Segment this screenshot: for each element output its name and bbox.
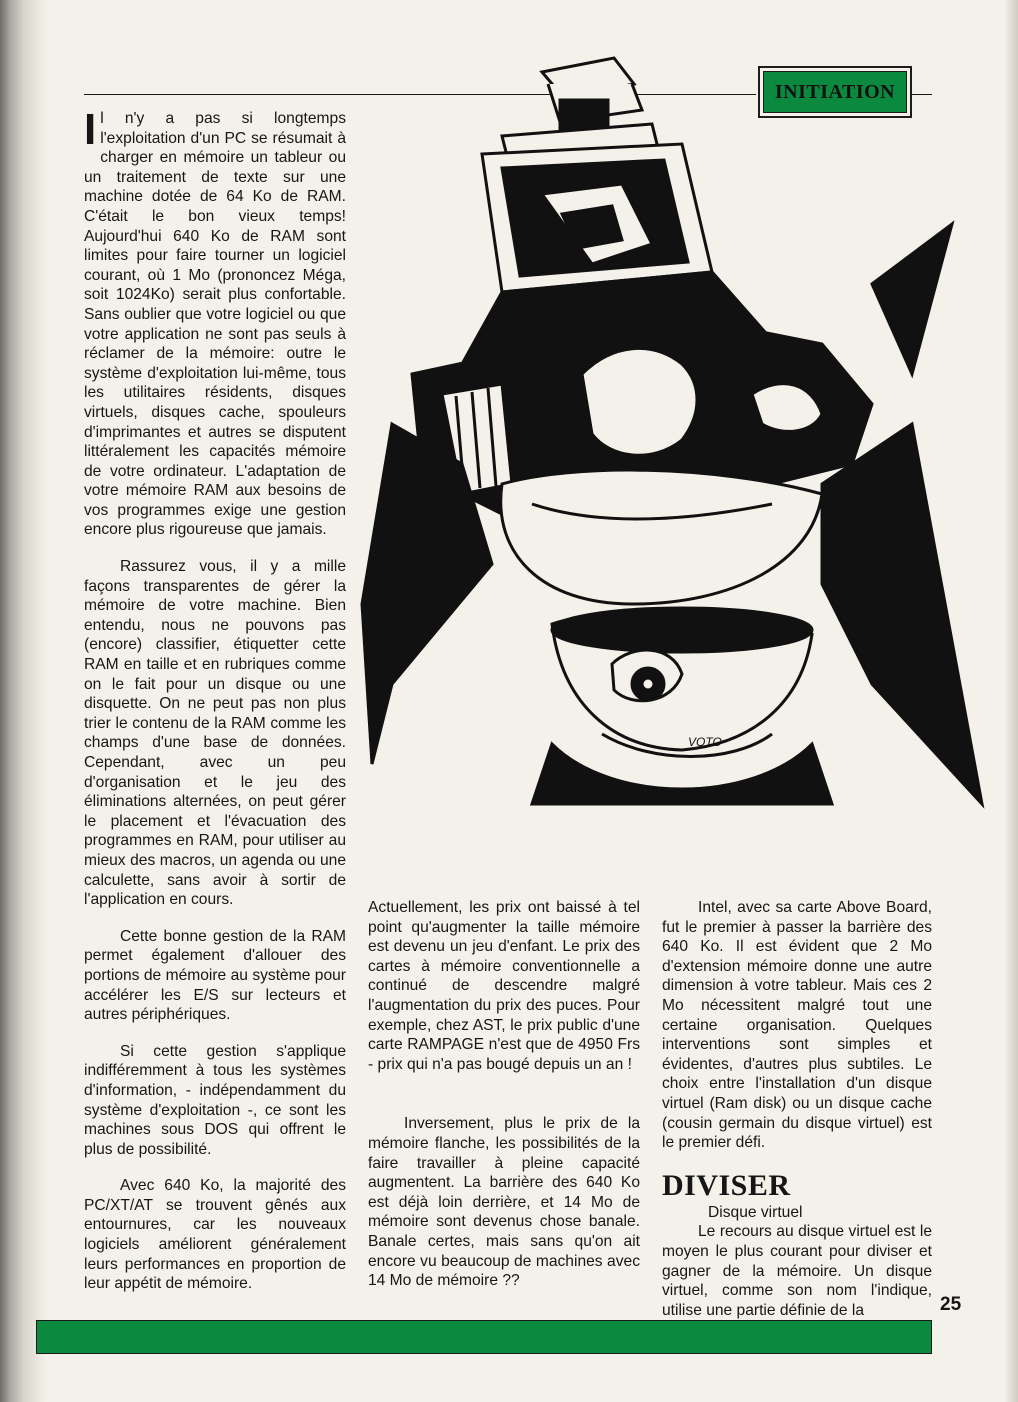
drop-cap: I — [84, 105, 97, 154]
paragraph: Actuellement, les prix ont baissé à tel point qu'augmenter la taille mémoire est devenu un jeu d'enfant. Le prix des cartes à mémoire conventionnelle a continué de descendre malgré l'augmentation du prix des puces. Pour exemple, chez AST, le prix public d'une carte RAMPAGE n'est que de 4950 Frs - prix qui n'a pas bougé depuis un an ! — [368, 899, 640, 1073]
page-number: 25 — [940, 1294, 962, 1315]
footer-bar — [36, 1320, 932, 1354]
section-subheading: Disque virtuel — [708, 1203, 803, 1221]
article-column-1 — [84, 105, 346, 1294]
paragraph: Si cette gestion s'applique indifféremment à tous les systèmes d'information, - indépendamment du système d'exploitation -, ce sont les machines sous DOS qui offrent le plus de possibilité. — [84, 1042, 346, 1158]
illustration-signature: VOTO — [688, 735, 722, 749]
paragraph: Il n'y a pas si longtemps l'exploitation d'un PC se résumait à charger en mémoire un tableur ou un traitement de texte sur une machine dotée de 64 Ko de RAM. C'était le bon vieux temps! Aujourd'hui 640 Ko de RAM sont limites pour faire tourner un logiciel courant, où 1 Mo (prononcez Méga, soit 1024Ko) serait plus confortable. Sans oublier que votre logiciel ou que votre application ne sont pas seuls à réclamer de la mémoire: outre le système d'exploitation lui-même, tous les utilitaires résidents, disques virtuels, disques cache, spouleurs d'imprimantes et autres se disputent littéralement les capacités mémoire de votre ordinateur. L'adaptation de votre mémoire RAM aux besoins de vos programmes exige une gestion encore plus rigoureuse que jamais. — [84, 105, 346, 539]
paragraph: Intel, avec sa carte Above Board, fut le premier à passer la barrière des 640 Ko. Il est évident que 2 Mo d'extension mémoire donne une autre dimension à votre tableur. Mais ces 2 Mo nécessitent malgré tout une certaine organisation. Quelques interventions sont simples et évidentes, d'autres plus subtiles. Le choix entre l'installation d'un disque virtuel (Ram disk) ou un disque cache (cousin germain du disque virtuel) est le premier défi. — [662, 899, 932, 1152]
section-tag-label: INITIATION — [763, 71, 907, 113]
paragraph: Cette bonne gestion de la RAM permet également d'allouer des portions de mémoire au système pour accélérer les E/S sur lecteurs et autres périphériques. — [84, 927, 346, 1024]
page-spine-shadow — [0, 0, 46, 1402]
section-heading: DIVISER — [662, 1168, 791, 1202]
article-column-2 — [368, 898, 640, 1291]
page-edge-shadow — [1004, 0, 1018, 1402]
article-column-3 — [662, 898, 932, 1320]
teacup-drawing — [532, 608, 832, 804]
paragraph: Avec 640 Ko, la majorité des PC/XT/AT se trouvent gênés aux entournures, car les nouveaux logiciels améliorent généralement leurs performances en proportion de leur appétit de mémoire. — [84, 1177, 346, 1293]
article-illustration — [352, 44, 992, 890]
paragraph: Inversement, plus le prix de la mémoire flanche, les possibilités de la faire travailler à pleine capacité augmentent. La barrière des 640 Ko est déjà loin derrière, et 14 Mo de mémoire sont devenus chose banale. Banale certes, mais sans qu'on ait encore vu beaucoup de machines avec 14 Mo de mémoire ?? — [368, 1115, 640, 1290]
paragraph: Rassurez vous, il y a mille façons transparentes de gérer la mémoire de votre machine. Bien entendu, nous ne pouvons pas (encore) classifier, étiquetter cette RAM en taille et en rubriques comme on le fait pour un disque ou une disquette. On ne peut pas non plus trier le contenu de la RAM comme les champs d'une base de données. Cependant, avec un peu d'organisation et le jeu des éliminations alternées, on peut gérer le placement et l'évacuation des programmes en RAM, pour utiliser au mieux des macros, un agenda ou une calculette, sans avoir à sortir de l'application en cours. — [84, 558, 346, 909]
paragraph: Le recours au disque virtuel est le moyen le plus courant pour diviser et gagner de la mémoire. Un disque virtuel, comme son nom l'indique, utilise une partie définie de la — [662, 1223, 932, 1319]
